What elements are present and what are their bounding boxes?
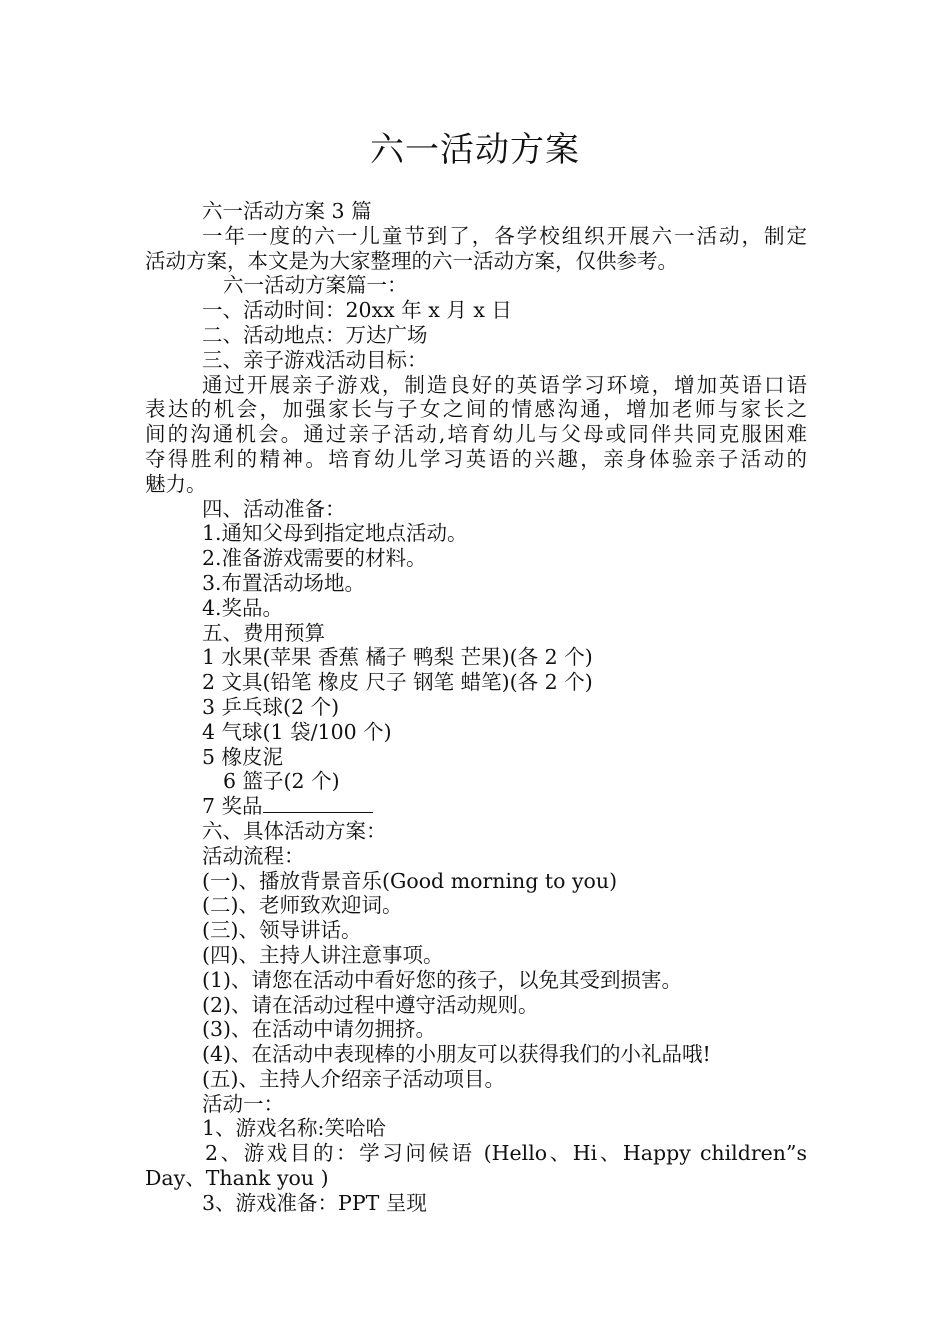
list-item: 4.奖品。 [202, 595, 284, 620]
list-item: 3 乒乓球(2 个) [202, 694, 340, 719]
list-item: 3、游戏准备：PPT 呈现 [202, 1190, 427, 1215]
list-item: 2 文具(铅笔 橡皮 尺子 钢笔 蜡笔)(各 2 个) [202, 670, 593, 695]
text-line: 活动方案，本文是为大家整理的六一活动方案，仅供参考。 [145, 248, 678, 273]
list-item-text: 7 奖品 [202, 794, 263, 819]
list-item: 1 水果(苹果 香蕉 橘子 鸭梨 芒果)(各 2 个) [202, 645, 593, 670]
list-item: 4 气球(1 袋/100 个) [202, 719, 392, 744]
list-item: 2.准备游戏需要的材料。 [202, 546, 427, 571]
text-line: 间的沟通机会。通过亲子活动,培育幼儿与父母或同伴共同克服困难 [145, 422, 807, 447]
list-item: (五)、主持人介绍亲子活动项目。 [202, 1066, 505, 1091]
list-item: (1)、请您在活动中看好您的孩子，以免其受到损害。 [202, 967, 683, 992]
text-line: 活动一： [202, 1091, 284, 1116]
list-item: (一)、播放背景音乐(Good morning to you) [202, 868, 618, 893]
list-item: 3.布置活动场地。 [202, 570, 366, 595]
text-line: 六一活动方案 3 篇 [202, 199, 372, 223]
list-item: (二)、老师致欢迎词。 [202, 893, 403, 918]
text-line: Day、Thank you ) [145, 1166, 329, 1191]
text-line: 魅力。 [145, 471, 207, 496]
list-item: (3)、在活动中请勿拥挤。 [202, 1017, 437, 1042]
list-item: 5 橡皮泥 [202, 744, 284, 769]
document-title: 六一活动方案 [370, 130, 580, 170]
fill-in-blank [263, 794, 373, 813]
list-item: (2)、请在活动过程中遵守活动规则。 [202, 992, 539, 1017]
text-line: 活动流程： [202, 843, 305, 868]
text-line: 表达的机会，加强家长与子女之间的情感沟通，增加老师与家长之 [145, 397, 807, 422]
list-item: 1.通知父母到指定地点活动。 [202, 521, 468, 546]
text-line: 夺得胜利的精神。培育幼儿学习英语的兴趣，亲身体验亲子活动的 [145, 446, 807, 471]
text-line: 四、活动准备： [202, 496, 346, 521]
text-line: 一、活动时间：20xx 年 x 月 x 日 [202, 298, 512, 323]
list-item: (4)、在活动中表现棒的小朋友可以获得我们的小礼品哦! [202, 1042, 711, 1067]
list-item: 2、游戏目的：学习问候语 (Hello、Hi、Happy children”s [205, 1141, 807, 1166]
list-item: (三)、领导讲话。 [202, 918, 362, 943]
text-line: 三、亲子游戏活动目标： [202, 347, 428, 372]
section-heading: 六一活动方案篇一： [223, 273, 408, 298]
list-item: 1、游戏名称:笑哈哈 [202, 1116, 386, 1141]
list-item [145, 794, 807, 819]
list-item: (四)、主持人讲注意事项。 [202, 942, 444, 967]
text-line: 六、具体活动方案： [202, 818, 387, 843]
text-line: 一年一度的六一儿童节到了，各学校组织开展六一活动，制定 [202, 223, 807, 248]
document-body [145, 199, 807, 1216]
text-line: 通过开展亲子游戏，制造良好的英语学习环境，增加英语口语 [202, 372, 807, 397]
text-line: 二、活动地点：万达广场 [202, 322, 428, 347]
list-item: 6 篮子(2 个) [223, 769, 340, 794]
text-line: 五、费用预算 [202, 620, 325, 645]
